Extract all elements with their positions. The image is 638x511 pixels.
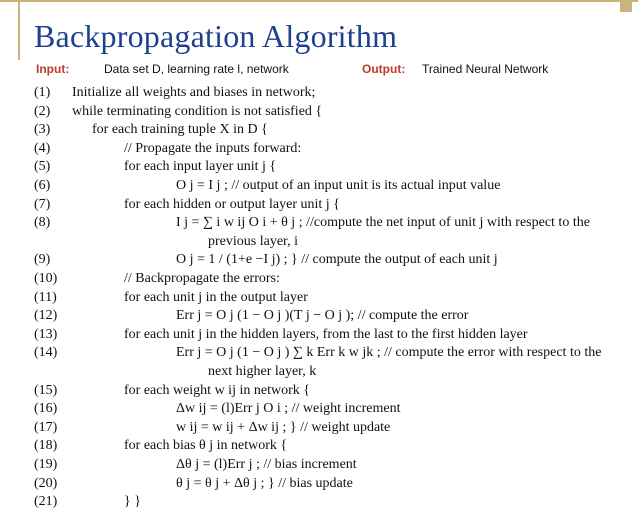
line-code: θ j = θ j + Δθ j ; } // bias update <box>176 475 353 491</box>
line-number: (2) <box>34 103 51 119</box>
line-number: (3) <box>34 122 51 138</box>
line-code: O j = I j ; // output of an input unit is its actual input value <box>176 178 501 193</box>
line-number: (1) <box>34 85 51 100</box>
line-code: // Backpropagate the errors: <box>124 271 280 286</box>
line-code: } } <box>124 494 141 510</box>
line-code: w ij = w ij + Δw ij ; } // weight update <box>176 419 391 435</box>
input-value: Data set D, learning rate l, network <box>104 62 289 76</box>
line-number: (13) <box>34 326 58 342</box>
line-number: (14) <box>34 345 58 361</box>
line-number: (12) <box>34 308 58 324</box>
line-code: next higher layer, k <box>208 364 317 379</box>
line-number: (20) <box>34 475 58 491</box>
line-code: for each training tuple X in D { <box>92 122 268 138</box>
line-code: I j = ∑ i w ij O i + θ j ; //compute the net input of unit j with respect to the <box>176 215 590 231</box>
line-number: (15) <box>34 382 58 398</box>
output-label: Output: <box>362 62 406 76</box>
line-code: while terminating condition is not satisfied { <box>72 103 323 119</box>
line-code: Δθ j = (l)Err j ; // bias increment <box>176 457 357 472</box>
line-code: for each input layer unit j { <box>124 159 277 175</box>
line-code: // Propagate the inputs forward: <box>124 140 302 156</box>
line-number: (6) <box>34 178 51 193</box>
line-code: Initialize all weights and biases in network; <box>72 85 316 100</box>
line-number: (8) <box>34 215 51 231</box>
line-number: (17) <box>34 419 58 435</box>
line-code: Δw ij = (l)Err j O i ; // weight increment <box>176 401 401 417</box>
line-code: for each bias θ j in network { <box>124 438 288 454</box>
line-code: Err j = O j (1 − O j ) ∑ k Err k w jk ; // compute the error with respect to the <box>176 345 602 361</box>
line-number: (18) <box>34 438 58 454</box>
input-label: Input: <box>36 62 70 76</box>
line-code: previous layer, i <box>208 233 299 249</box>
left-border <box>18 0 20 60</box>
line-number: (11) <box>34 289 57 305</box>
line-code: Err j = O j (1 − O j )(T j − O j ); // compute the error <box>176 308 469 324</box>
corner-decoration <box>620 0 632 12</box>
line-number: (9) <box>34 252 51 268</box>
line-number: (21) <box>34 494 58 510</box>
line-number: (19) <box>34 457 58 472</box>
line-code: for each weight w ij in network { <box>124 382 310 398</box>
line-number: (7) <box>34 196 51 212</box>
line-number: (4) <box>34 140 51 156</box>
line-code: for each hidden or output layer unit j { <box>124 196 340 212</box>
line-number: (10) <box>34 271 58 286</box>
top-border <box>0 0 638 2</box>
output-value: Trained Neural Network <box>422 62 549 76</box>
line-code: for each unit j in the hidden layers, from the last to the first hidden layer <box>124 326 528 342</box>
line-code: for each unit j in the output layer <box>124 289 308 305</box>
line-number: (5) <box>34 159 51 175</box>
line-code: O j = 1 / (1+e −I j) ; } // compute the output of each unit j <box>176 252 498 268</box>
line-number: (16) <box>34 401 58 417</box>
slide-title: Backpropagation Algorithm <box>34 18 398 54</box>
